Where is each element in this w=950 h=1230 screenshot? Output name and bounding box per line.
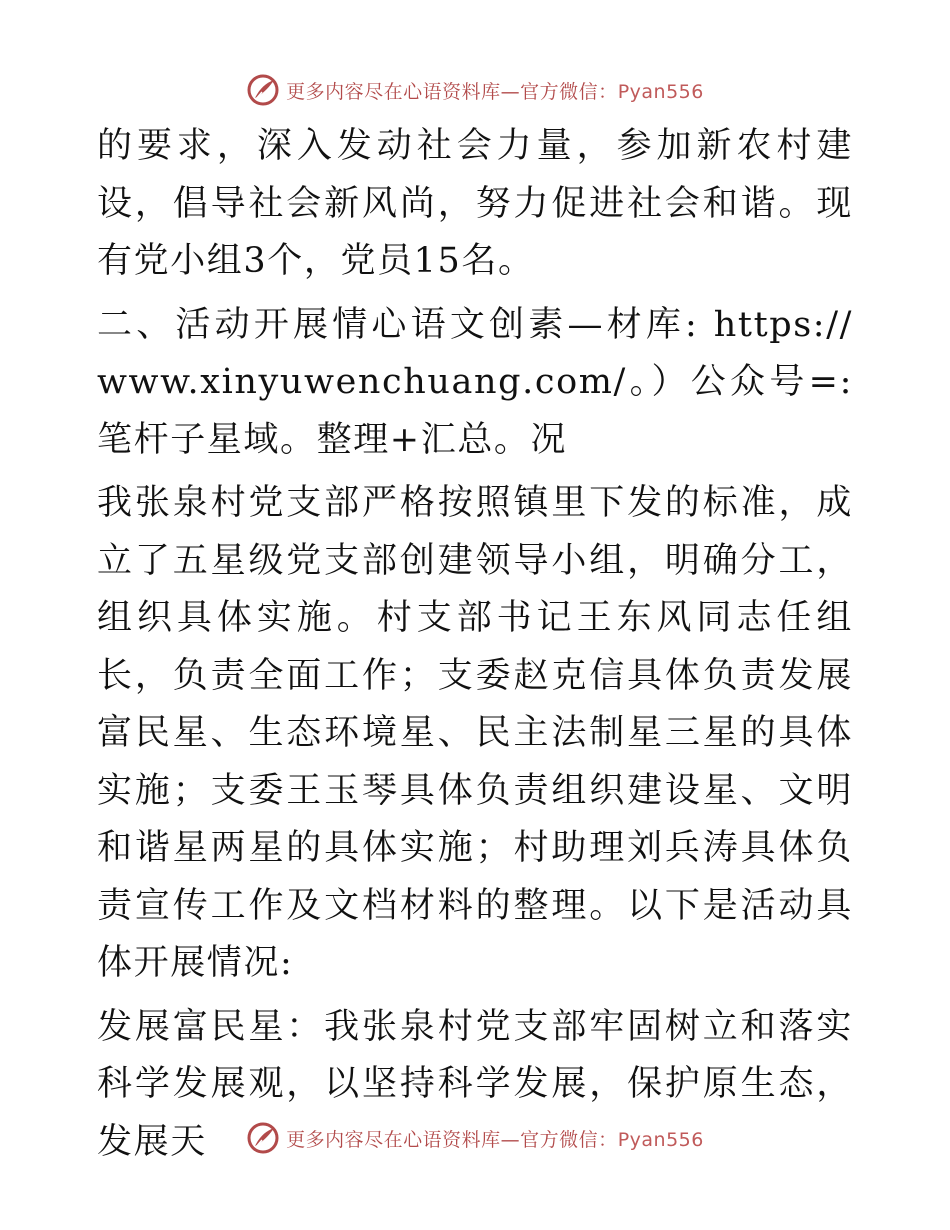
header-banner-wechat-id: Pyan556 [617,80,704,103]
footer-banner-wechat-id: Pyan556 [617,1128,704,1151]
header-banner-wechat-label: 官方微信： [520,80,618,103]
document-body [97,118,853,1171]
footer-banner-text [286,1125,704,1152]
feather-circle-logo-icon [246,1121,280,1155]
header-banner [0,70,950,110]
footer-banner-separator: — [500,1128,521,1151]
header-banner-text [286,77,704,104]
feather-circle-logo-icon [246,73,280,107]
footer-banner-wechat-label: 官方微信： [520,1128,618,1151]
paragraph-2: 二、活动开展情心语文创素—材库: https:// www.xinyuwenchuang.com/。）公众号=: 笔杆子星域。整理+汇总。况 [97,304,853,460]
header-banner-separator: — [500,80,521,103]
footer-banner-title: 更多内容尽在心语资料库 [286,1128,501,1151]
paragraph-4: 发展富民星：我张泉村党支部牢固树立和落实科学发展观，以坚持科学发展，保护原生态，发展天 [97,1006,853,1162]
footer-banner [0,1118,950,1158]
paragraph-3: 我张泉村党支部严格按照镇里下发的标准，成立了五星级党支部创建领导小组，明确分工，组织具体实施。村支部书记王东风同志任组长，负责全面工作；支委赵克信具体负责发展富民星、生态环境星、民主法制星三星的具体实施；支委王玉琴具体负责组织建设星、文明和谐星两星的具体实施；村助理刘兵涛具体负责宣传工作及文档材料的整理。以下是活动具体开展情况: [97,483,853,983]
paragraph-1: 的要求，深入发动社会力量，参加新农村建设，倡导社会新风尚，努力促进社会和谐。现有党小组3个，党员15名。 [97,126,853,281]
header-banner-title: 更多内容尽在心语资料库 [286,80,501,103]
